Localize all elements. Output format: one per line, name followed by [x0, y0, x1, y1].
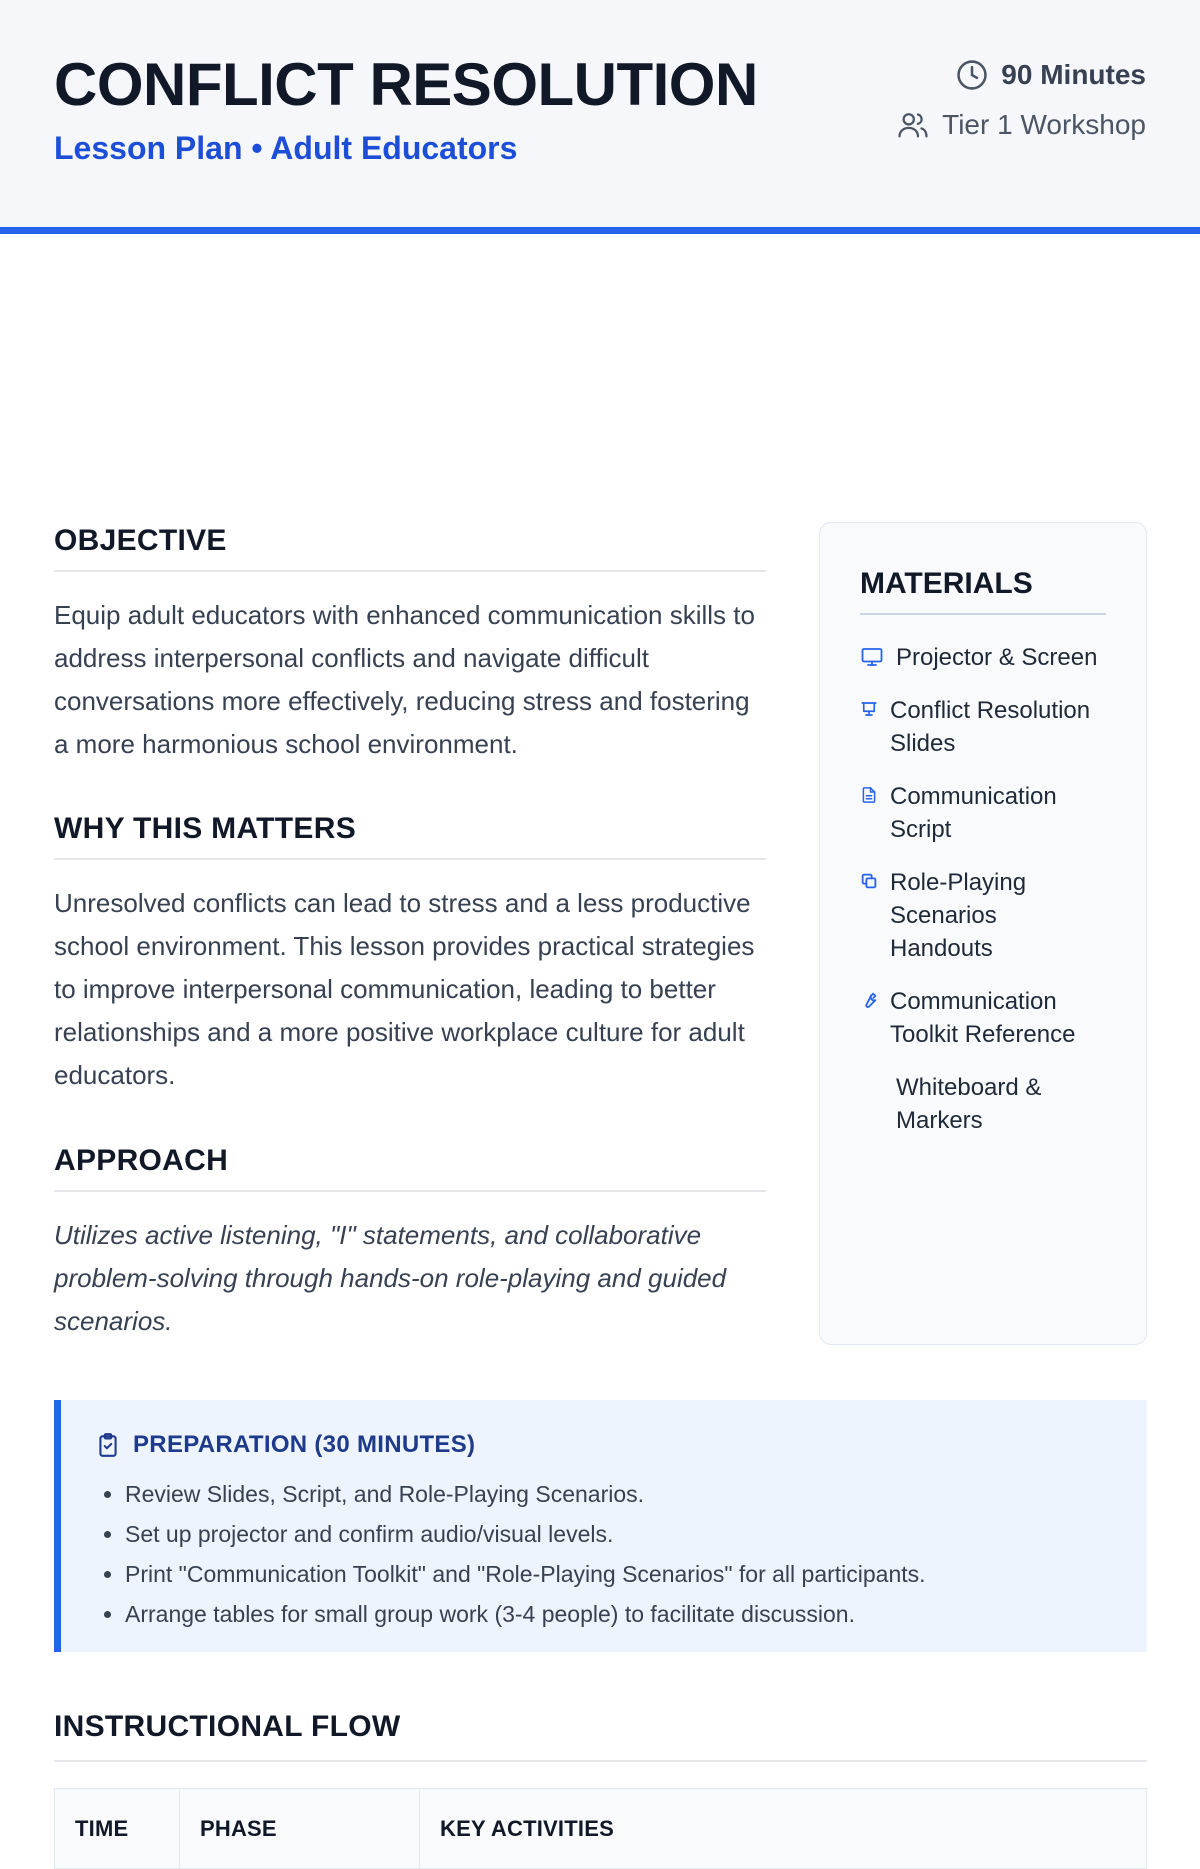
- materials-heading: MATERIALS: [860, 567, 1106, 615]
- duration-text: 90 Minutes: [1001, 59, 1146, 90]
- material-item-whiteboard: [860, 1071, 1106, 1137]
- format-row: [896, 106, 1146, 144]
- page-title: CONFLICT RESOLUTION: [54, 51, 758, 118]
- approach-text: Utilizes active listening, "I" statements, and collaborative problem-solving through hands-on role-playing and guided scenarios.: [54, 1220, 727, 1336]
- objective-heading: OBJECTIVE: [54, 524, 766, 572]
- preparation-list: [95, 1474, 1113, 1634]
- lesson-meta: [896, 56, 1146, 156]
- column-header-time: TIME: [55, 1789, 180, 1869]
- monitor-icon: [860, 645, 884, 669]
- material-label: Projector & Screen: [896, 644, 1098, 671]
- approach-heading: APPROACH: [54, 1144, 766, 1192]
- materials-list: [860, 641, 1106, 1137]
- why-text: Unresolved conflicts can lead to stress and a less productive school environment. This lesson provides practical strategies to improve interpersonal communication, leading to better relationships and a more positive workplace culture for adult educators.: [54, 888, 755, 1090]
- material-item-toolkit: [860, 985, 1106, 1051]
- materials-panel: [819, 522, 1147, 1345]
- clock-icon: [955, 58, 989, 92]
- approach-section: [54, 1144, 766, 1343]
- document-icon: [860, 786, 878, 804]
- material-label: Role-Playing Scenarios Handouts: [890, 869, 1027, 962]
- material-label: Whiteboard & Markers: [896, 1074, 1042, 1134]
- material-label: Communication Script: [890, 783, 1057, 843]
- column-header-phase: PHASE: [180, 1789, 420, 1869]
- material-item-projector: [860, 641, 1106, 674]
- users-icon: [896, 108, 930, 142]
- lesson-header: [0, 0, 1200, 234]
- clipboard-check-icon: [95, 1432, 121, 1458]
- wrench-icon: [860, 991, 878, 1009]
- preparation-item: • Set up projector and confirm audio/visual levels.: [125, 1514, 1113, 1554]
- copy-icon: [860, 872, 878, 890]
- presentation-icon: [860, 700, 878, 718]
- flow-heading: INSTRUCTIONAL FLOW: [54, 1710, 1147, 1762]
- material-item-slides: [860, 694, 1106, 760]
- preparation-callout: [54, 1400, 1147, 1652]
- objective-section: [54, 524, 766, 766]
- column-header-activities: KEY ACTIVITIES: [440, 1815, 614, 1841]
- why-section: [54, 812, 766, 1097]
- preparation-header: [95, 1428, 1113, 1462]
- page-subtitle: Lesson Plan • Adult Educators: [54, 130, 518, 166]
- table-header-row: [55, 1789, 1147, 1869]
- why-heading: WHY THIS MATTERS: [54, 812, 766, 860]
- instructional-flow-section: [54, 1710, 1147, 1869]
- material-label: Conflict Resolution Slides: [890, 697, 1091, 757]
- material-item-script: [860, 780, 1106, 846]
- format-text: Tier 1 Workshop: [942, 109, 1146, 140]
- duration-row: [896, 56, 1146, 94]
- objective-text: Equip adult educators with enhanced communication skills to address interpersonal conflicts and navigate difficult conversations more effectively, reducing stress and fostering a more harmonious school environment.: [54, 600, 755, 759]
- material-item-handouts: [860, 866, 1106, 965]
- flow-table: [54, 1788, 1147, 1869]
- material-label: Communication Toolkit Reference: [890, 988, 1076, 1048]
- preparation-item: • Review Slides, Script, and Role-Playing Scenarios.: [125, 1474, 1113, 1514]
- preparation-item: • Print "Communication Toolkit" and "Role-Playing Scenarios" for all participants.: [125, 1554, 1113, 1594]
- preparation-item: • Arrange tables for small group work (3-4 people) to facilitate discussion.: [125, 1594, 1113, 1634]
- preparation-title: PREPARATION (30 MINUTES): [133, 1431, 476, 1458]
